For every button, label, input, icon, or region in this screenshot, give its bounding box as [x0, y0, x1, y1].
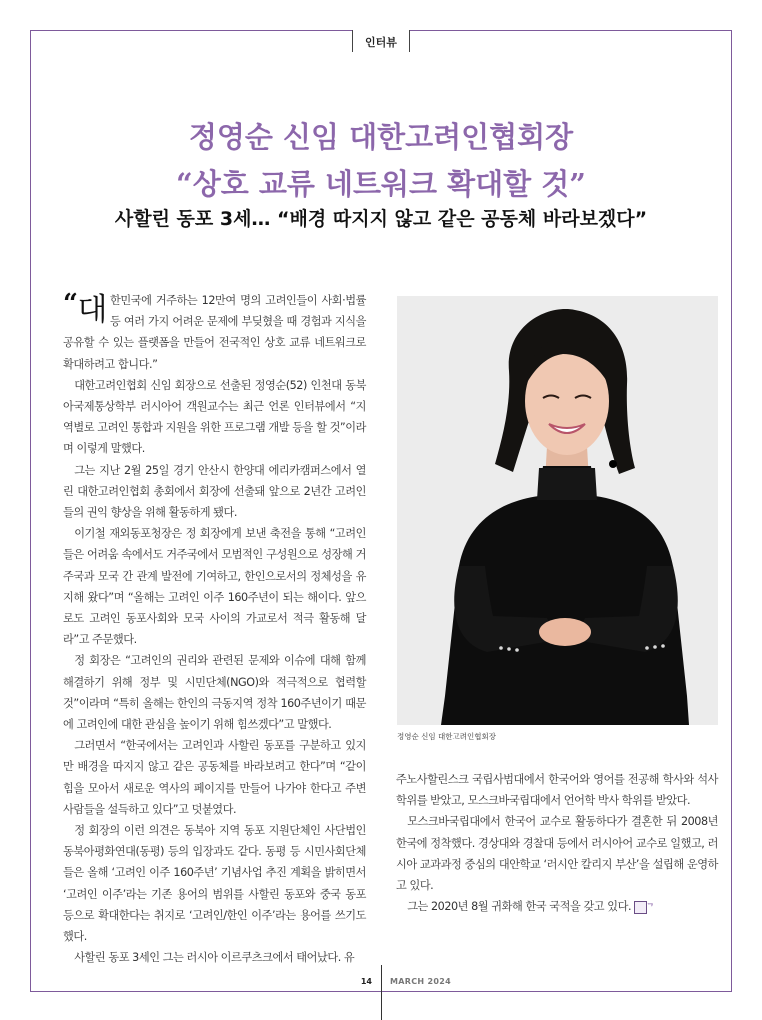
photo-caption: 정영순 신임 대한고려인협회장 [397, 732, 496, 741]
headline-line-1: 정영순 신임 대한고려인협회장 [188, 120, 574, 154]
paragraph: 이기철 재외동포청장은 정 회장에게 보낸 축전을 통해 “고려인들은 어려움 속에서도 거주국에서 모범적인 구성원으로 성장해 거주국과 모국 간 관계 발전에 기여하고, 한인으로서의 정체성을 유지해 왔다”며 “올해는 고려인 이주 160주년이 되는 해이다. 앞으로도 고려인 동포사회와 모국 사이의 가교로서 적극 활동해 달라”고 주문했다. [63, 527, 366, 647]
paragraph: 사할린 동포 3세인 그는 러시아 이르쿠츠크에서 태어났다. 유 [74, 951, 355, 965]
portrait-illustration [397, 296, 718, 725]
section-tag: 인터뷰 [352, 30, 410, 52]
issue-label: MARCH 2024 [390, 977, 451, 986]
paragraph: 정 회장의 이런 의견은 동북아 지역 동포 지원단체인 사단법인 동북아평화연대(동평) 등의 입장과도 같다. 동평 등 시민사회단체들은 올해 ‘고려인 이주 160주년’ 기념사업 추진 계획을 밝히면서 ‘고려인 이주’라는 기존 용어의 범위를 사할린 동포와 중국 동포 등으로 확대한다는 취지로 ‘고려인/한인 이주’라는 용어를 쓰기도 했다. [63, 824, 366, 944]
paragraph: 정 회장은 “고려인의 권리와 관련된 문제와 이슈에 대해 함께 해결하기 위해 정부 및 시민단체(NGO)와 적극적으로 협력할 것”이라며 “특히 올해는 한인의 극동지역 정착 160주년이기 때문에 고려인에 대한 관심을 높이기 위해 힘쓰겠다”고 말했다. [63, 654, 366, 732]
footer-divider [381, 965, 382, 1020]
paragraph-continued: 주노사할린스크 국립사범대에서 한국어와 영어를 전공해 학사와 석사 학위를 받았고, 모스크바국립대에서 언어학 박사 학위를 받았다. [396, 773, 718, 808]
page-number: 14 [360, 977, 372, 986]
paragraph: 그는 지난 2월 25일 경기 안산시 한양대 에리카캠퍼스에서 열린 대한고려인협회 총회에서 회장에 선출돼 앞으로 2년간 고려인들의 권익 향상을 위해 활동하게 됐다. [63, 463, 366, 520]
paragraph: 모스크바국립대에서 한국어 교수로 활동하다가 결혼한 뒤 2008년 한국에 정착했다. 경상대와 경찰대 등에서 러시아어 교수로 일했고, 러시아 교과과정 중심의 대안학교 ‘러시안 칼리지 부산’을 설립해 운영하고 있다. [396, 815, 718, 893]
first-paragraph-text: 한민국에 거주하는 12만여 명의 고려인들이 사회·법률 등 여러 가지 어려운 문제에 부딪혔을 때 경험과 지식을 공유할 수 있는 플랫폼을 만들어 전국적인 상호 교류 네트워크로 확대하려고 합니다.” [63, 294, 366, 371]
article-column-right [396, 769, 718, 917]
paragraph: 그러면서 “한국에서는 고려인과 사할린 동포를 구분하고 있지만 배경을 따지지 않고 같은 공동체를 바라보려고 한다”며 “같이 힘을 모아서 새로운 역사의 페이지를 만들어 나가야 한다고 주변 사람들을 설득하고 있다”고 덧붙였다. [63, 739, 366, 816]
last-paragraph-text: 그는 2020년 8월 귀화해 한국 국적을 갖고 있다. [407, 900, 632, 914]
headline-line-2: “상호 교류 네트워크 확대할 것” [176, 167, 586, 201]
end-mark-icon: ᄀ [634, 901, 647, 914]
paragraph: 대한고려인협회 신임 회장으로 선출된 정영순(52) 인천대 동북아국제통상학부 러시아어 객원교수는 최근 언론 인터뷰에서 “지역별로 고려인 통합과 지원을 위한 프로그램 개발 등을 할 것”이라며 이렇게 말했다. [63, 378, 366, 456]
dropcap-block [63, 291, 107, 331]
subtitle: 사할린 동포 3세… “배경 따지지 않고 같은 공동체 바라보겠다” [114, 208, 648, 230]
dropcap-letter: 대 [77, 292, 108, 328]
opening-quote-mark: “ [63, 289, 78, 319]
last-paragraph [396, 896, 718, 917]
first-paragraph [63, 290, 366, 375]
portrait-photo [397, 296, 718, 725]
article-column-left [63, 290, 366, 969]
